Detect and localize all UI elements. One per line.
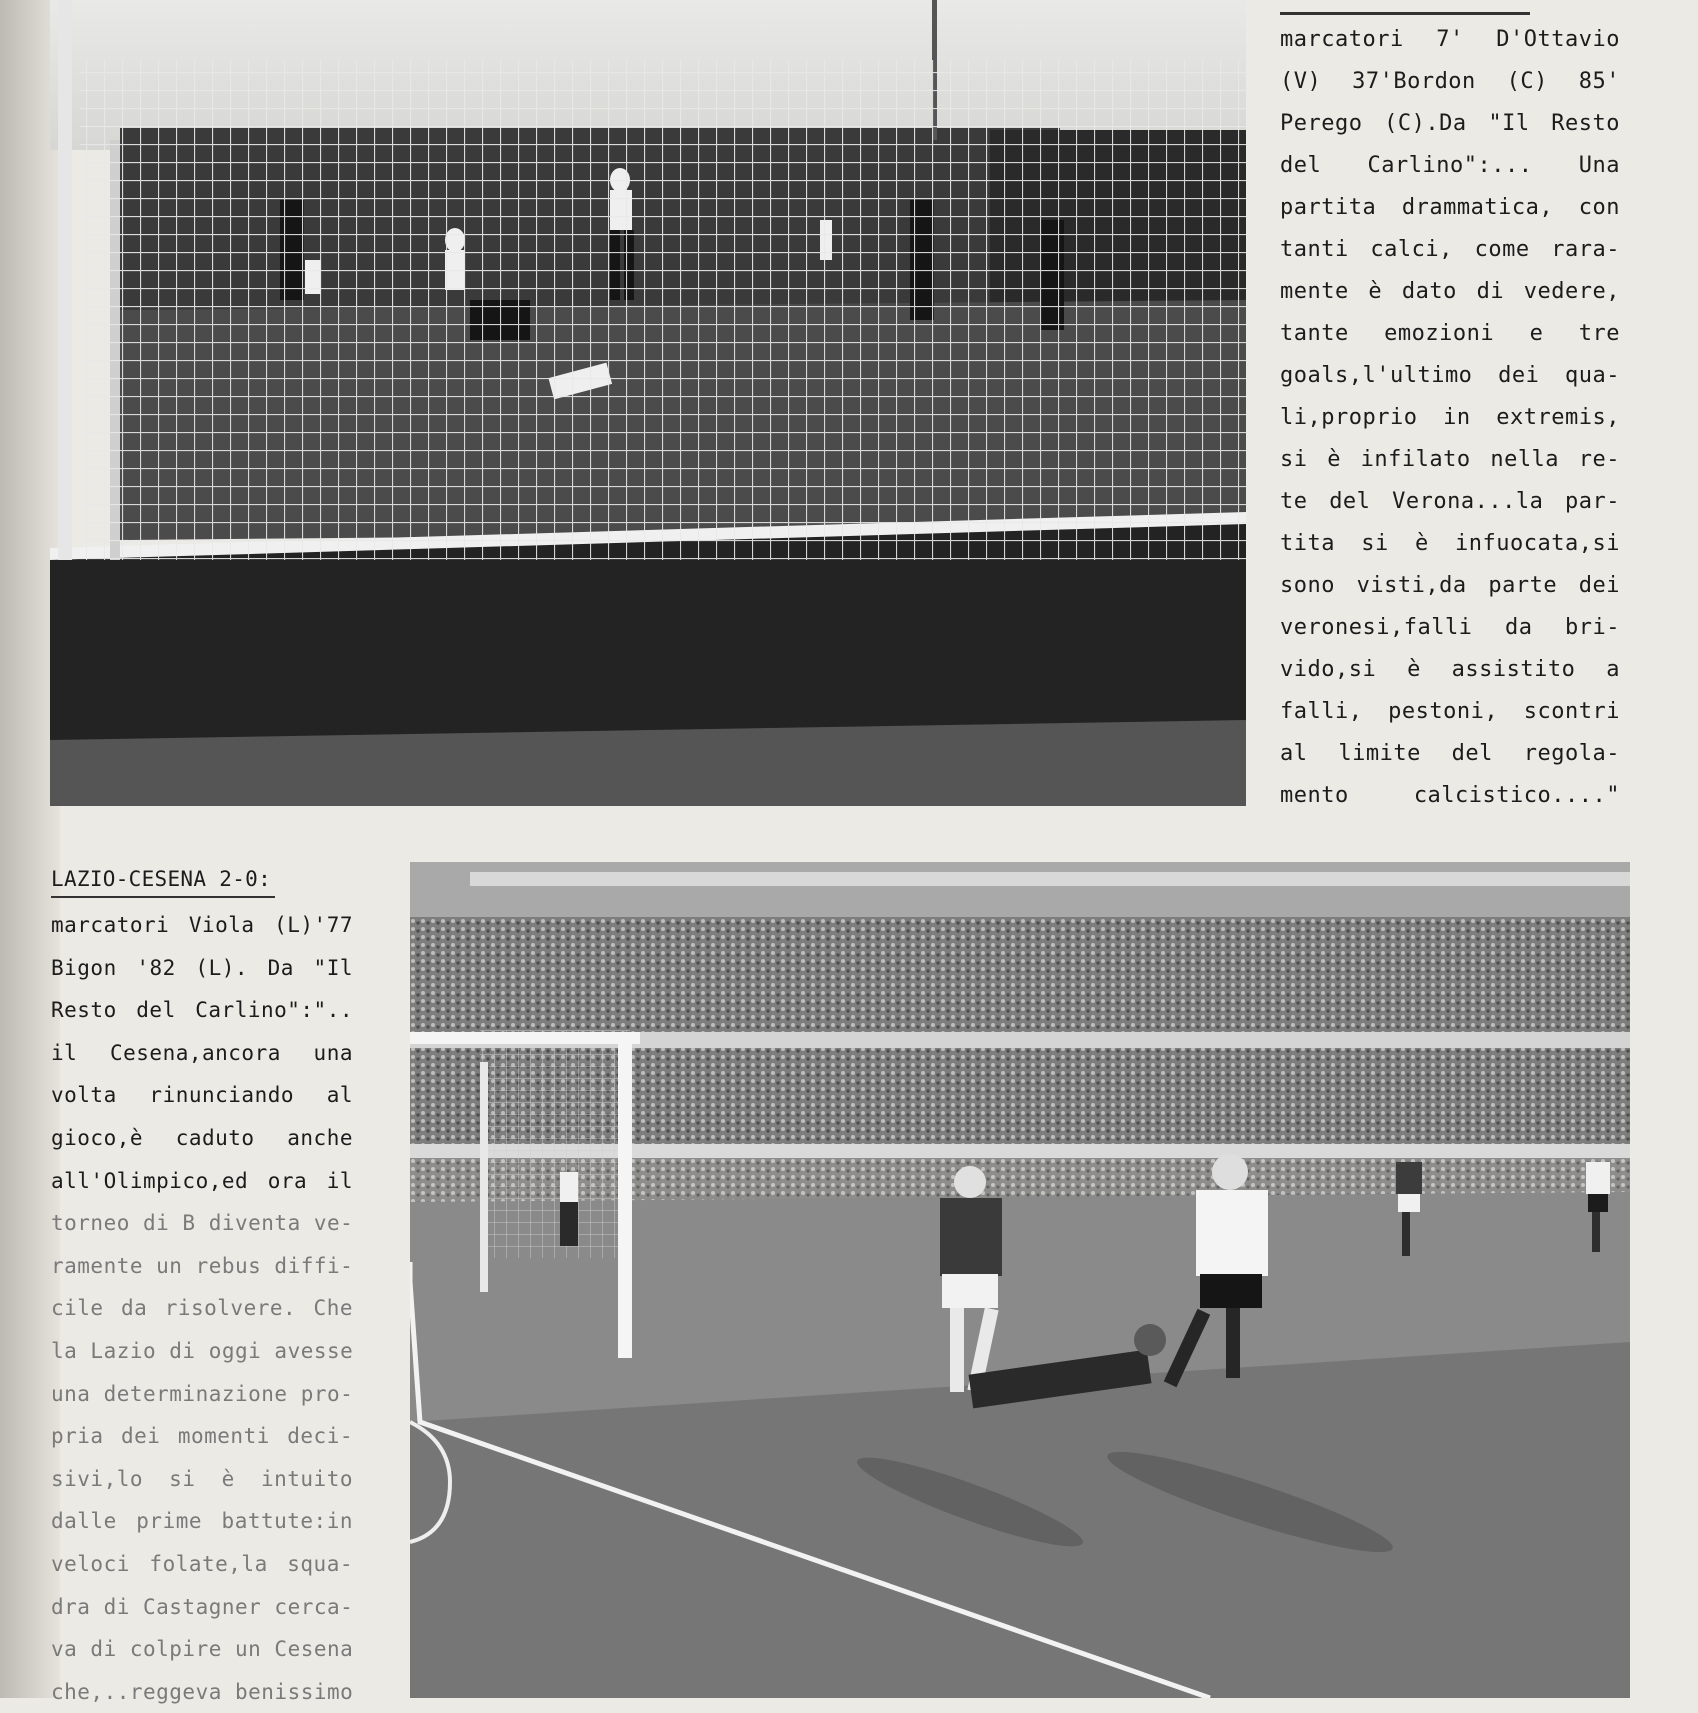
top-article-line: del Carlino":... Una <box>1280 153 1620 178</box>
top-article-line: veronesi,falli da bri- <box>1280 615 1620 640</box>
top-article-line: goals,l'ultimo dei qua- <box>1280 363 1620 388</box>
bottom-article-line: il Cesena,ancora una <box>51 1040 353 1065</box>
bottom-article-line: una determinazione pro- <box>51 1381 354 1406</box>
bottom-article-line: va di colpire un Cesena <box>51 1637 354 1662</box>
bottom-article-line: cile da risolvere. Che <box>51 1296 353 1321</box>
bottom-article-column <box>51 862 353 1713</box>
bottom-article-line: Resto del Carlino":".. <box>51 998 353 1023</box>
bottom-article-line: marcatori Viola (L)'77 <box>51 913 353 937</box>
top-article-line: si è infilato nella re- <box>1280 447 1620 472</box>
top-article-line: li,proprio in extremis, <box>1280 405 1620 430</box>
top-article-line: tante emozioni e tre <box>1280 321 1620 346</box>
top-article-line: falli, pestoni, scontri <box>1280 699 1620 724</box>
bottom-article-line: veloci folate,la squa- <box>51 1551 353 1576</box>
bottom-article-line: all'Olimpico,ed ora il <box>51 1168 353 1193</box>
photo-goal-net <box>50 0 1246 806</box>
bottom-article-line: ramente un rebus diffi- <box>51 1253 354 1278</box>
photo-stadium-action <box>410 862 1630 1698</box>
top-article-line: partita drammatica, con <box>1280 195 1620 220</box>
bottom-article-line: volta rinunciando al <box>51 1083 353 1108</box>
bottom-article-line: dalle prime battute:in <box>51 1509 353 1534</box>
bottom-article-line: torneo di B diventa ve- <box>51 1211 354 1236</box>
top-article-line: tita si è infuocata,si <box>1280 531 1620 556</box>
top-article-line: tanti calci, come rara- <box>1280 237 1620 262</box>
top-article-column <box>1280 12 1620 817</box>
match-heading: LAZIO-CESENA 2-0: <box>51 862 275 898</box>
bottom-article-line: gioco,è caduto anche <box>51 1125 353 1150</box>
top-article-line: sono visti,da parte dei <box>1280 573 1620 598</box>
bottom-article-line: dra di Castagner cerca- <box>51 1594 354 1619</box>
bottom-article-line: che,..reggeva benissimo <box>51 1679 354 1704</box>
top-article-line: mente è dato di vedere, <box>1280 279 1620 304</box>
top-article-line: mento calcistico...." <box>1280 783 1620 808</box>
top-article-line: Perego (C).Da "Il Resto <box>1280 111 1620 136</box>
top-article-line: al limite del regola- <box>1280 741 1620 766</box>
bottom-article-line: sivi,lo si è intuito <box>51 1466 353 1491</box>
top-article-line: marcatori 7' D'Ottavio <box>1280 27 1620 52</box>
heading-rule <box>1280 12 1530 15</box>
top-article-line: te del Verona...la par- <box>1280 489 1620 514</box>
top-article-line: (V) 37'Bordon (C) 85' <box>1280 69 1620 94</box>
bottom-article-line: la Lazio di oggi avesse <box>51 1338 354 1363</box>
bottom-article-line: pria dei momenti deci- <box>51 1424 353 1449</box>
top-article-line: vido,si è assistito a <box>1280 657 1620 682</box>
bottom-article-line: Bigon '82 (L). Da "Il <box>51 955 353 980</box>
